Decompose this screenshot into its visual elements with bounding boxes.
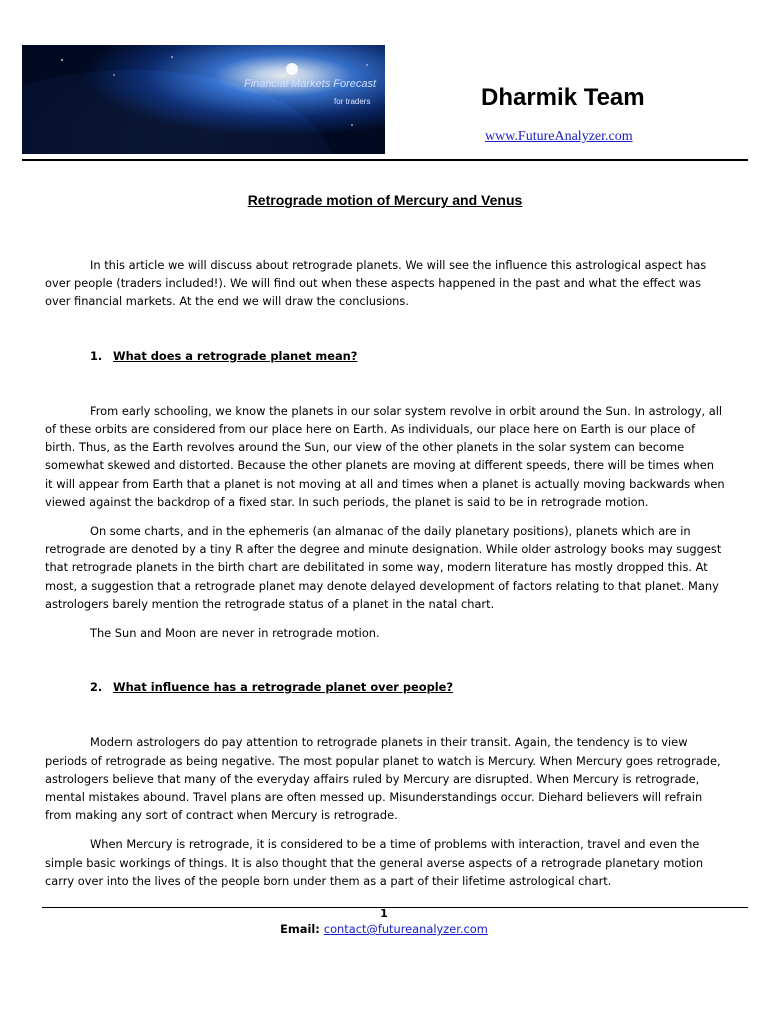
article-body xyxy=(45,190,725,901)
section-heading-text: What influence has a retrograde planet over people? xyxy=(113,680,453,695)
brand-name: Dharmik Team xyxy=(481,84,645,111)
banner-subtitle: for traders xyxy=(334,97,371,106)
space-glow-graphic xyxy=(22,45,385,154)
brand-url-link[interactable]: www.FutureAnalyzer.com xyxy=(485,129,633,144)
section-number: 1. xyxy=(90,348,103,363)
page-number: 1 xyxy=(380,907,388,920)
email-label: Email: xyxy=(280,922,324,936)
header-divider xyxy=(22,159,748,161)
banner-title: Financial Markets Forecast xyxy=(244,78,377,90)
intro-paragraph: In this article we will discuss about retrograde planets. We will see the influence this astrological aspect has over people (traders included!). We will find out when these aspects happened in the past and what the effect was over financial markets. At the end we will draw the conclusions. xyxy=(45,258,707,309)
paragraph: When Mercury is retrograde, it is considered to be a time of problems with interaction, travel and even the simple basic workings of things. It is also thought that the general averse aspects of a retrograde planetary motion carry over into the lives of the people born under them as a part of their lifetime astrological chart. xyxy=(45,837,704,888)
footer-email-line xyxy=(0,922,768,936)
page-header xyxy=(0,0,768,162)
paragraph: Modern astrologers do pay attention to retrograde planets in their transit. Again, the tendency is to view periods of retrograde as being negative. The most popular planet to watch is Mercury. When Mercury goes retrograde, astrologers believe that many of the everyday affairs ruled by Mercury are disrupted. When Mercury is retrograde, mental mistakes abound. Travel plans are often messed up. Misunderstandings occur. Diehard believers will refrain from making any sort of contract when Mercury is retrograde. xyxy=(45,735,721,823)
paragraph: The Sun and Moon are never in retrograde motion. xyxy=(90,626,380,641)
document-title: Retrograde motion of Mercury and Venus xyxy=(247,192,523,208)
email-link[interactable]: contact@futureanalyzer.com xyxy=(323,922,488,936)
section-number: 2. xyxy=(90,680,103,695)
section-heading-text: What does a retrograde planet mean? xyxy=(113,348,358,363)
section-heading xyxy=(45,678,725,696)
paragraph: On some charts, and in the ephemeris (an almanac of the daily planetary positions), planets which are in retrograde are denoted by a tiny R after the degree and minute designation. While older astrology books may suggest that retrograde planets in the birth chart are debilitated in some way, modern literature has mostly dropped this. At most, a suggestion that a retrograde planet may denote delayed development of factors relating to that planet. Many astrologers barely mention the retrograde status of a planet in the natal chart. xyxy=(45,524,722,611)
section-heading xyxy=(45,347,725,365)
banner-image xyxy=(22,45,385,154)
paragraph: From early schooling, we know the planets in our solar system revolve in orbit around the Sun. In astrology, all of these orbits are considered from our place here on Earth. As individuals, our place here on Earth is our place of birth. Thus, as the Earth revolves around the Sun, our view of the other planets in the solar system can become somewhat skewed and distorted. Because the other planets are moving at different speeds, there will be times when it will appear from Earth that a planet is not moving at all and times when a planet is actually moving backwards when viewed against the backdrop of a fixed star. In such periods, the planet is said to be in retrograde motion. xyxy=(45,403,725,509)
